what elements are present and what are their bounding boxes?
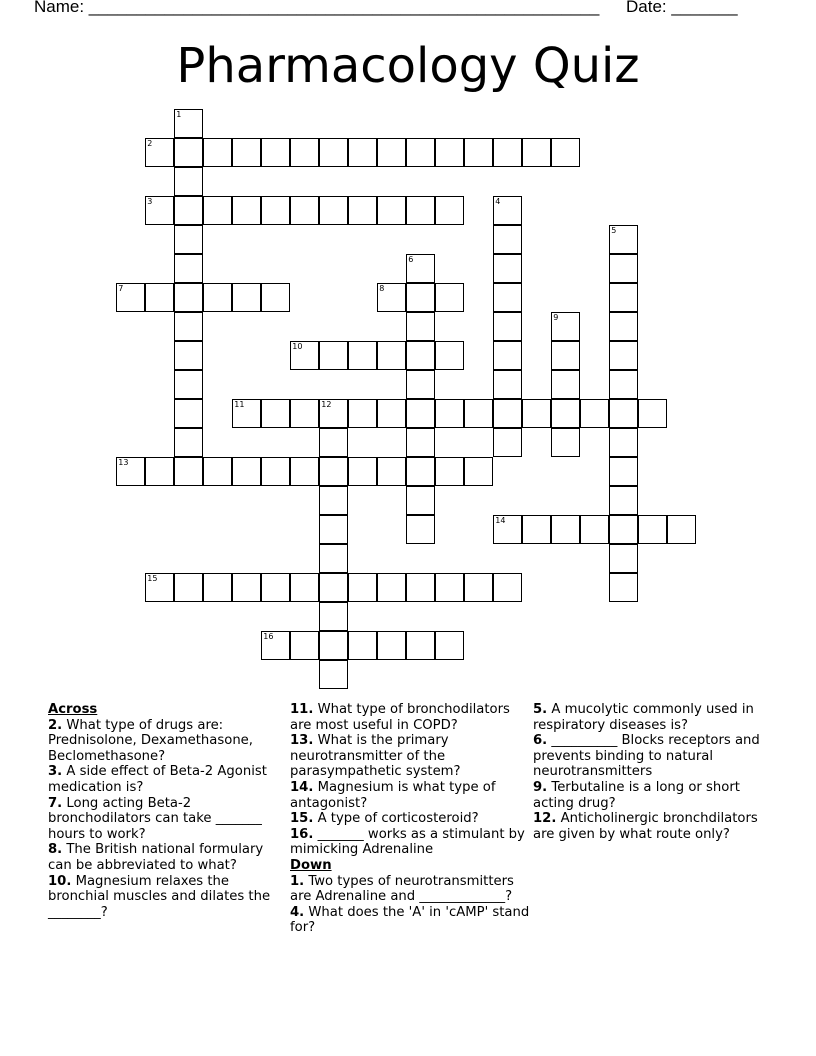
clue	[290, 874, 530, 905]
grid-cell[interactable]	[348, 573, 377, 602]
clue-number: 16	[263, 632, 274, 642]
grid-cell[interactable]	[406, 283, 435, 312]
clue	[533, 702, 773, 733]
clues-column-1	[48, 702, 288, 920]
grid-cell[interactable]	[232, 283, 261, 312]
grid-cell[interactable]	[406, 370, 435, 399]
grid-cell[interactable]	[319, 573, 348, 602]
date-field[interactable]: Date: _______	[626, 0, 738, 16]
grid-cell[interactable]	[319, 399, 348, 428]
grid-cell[interactable]	[464, 457, 493, 486]
clue-number: 3.	[48, 764, 63, 780]
clue-text: Long acting Beta-2 bronchodilators can take _______ hours to work?	[48, 795, 262, 842]
grid-cell[interactable]	[435, 138, 464, 167]
grid-cell[interactable]	[232, 457, 261, 486]
grid-cell[interactable]	[174, 196, 203, 225]
clue-number: 6	[408, 255, 414, 265]
grid-cell[interactable]	[435, 399, 464, 428]
grid-cell[interactable]	[290, 138, 319, 167]
grid-cell[interactable]	[174, 573, 203, 602]
clue-text: A mucolytic commonly used in respiratory diseases is?	[533, 702, 754, 733]
grid-cell[interactable]	[377, 631, 406, 660]
grid-cell[interactable]	[551, 515, 580, 544]
grid-cell[interactable]	[522, 138, 551, 167]
grid-cell[interactable]	[493, 399, 522, 428]
grid-cell[interactable]	[319, 515, 348, 544]
clue	[290, 733, 530, 780]
clue-text: What type of bronchodilators are most useful in COPD?	[290, 702, 510, 733]
grid-cell[interactable]	[319, 138, 348, 167]
grid-cell[interactable]	[551, 312, 580, 341]
clue-number: 4.	[290, 904, 305, 920]
clue-number: 11	[234, 400, 245, 410]
grid-cell[interactable]	[551, 428, 580, 457]
grid-cell[interactable]	[493, 573, 522, 602]
clue	[290, 827, 530, 858]
clue	[290, 702, 530, 733]
grid-cell[interactable]	[319, 602, 348, 631]
grid-cell[interactable]	[174, 312, 203, 341]
clue-number: 13.	[290, 733, 314, 749]
clue-text: The British national formulary can be abbreviated to what?	[48, 842, 264, 873]
clue	[48, 874, 288, 921]
grid-cell[interactable]	[377, 341, 406, 370]
grid-cell[interactable]	[116, 457, 145, 486]
grid-cell[interactable]	[493, 370, 522, 399]
clue-number: 4	[495, 197, 501, 207]
grid-cell[interactable]	[116, 283, 145, 312]
grid-cell[interactable]	[493, 225, 522, 254]
grid-cell[interactable]	[203, 196, 232, 225]
grid-cell[interactable]	[609, 457, 638, 486]
clues-column-2	[290, 702, 530, 936]
grid-cell[interactable]	[145, 457, 174, 486]
grid-cell[interactable]	[290, 399, 319, 428]
grid-cell[interactable]	[174, 399, 203, 428]
grid-cell[interactable]	[319, 341, 348, 370]
grid-cell[interactable]	[261, 283, 290, 312]
clue	[290, 780, 530, 811]
grid-cell[interactable]	[493, 428, 522, 457]
grid-cell[interactable]	[551, 370, 580, 399]
grid-cell[interactable]	[435, 631, 464, 660]
grid-cell[interactable]	[638, 399, 667, 428]
grid-cell[interactable]	[609, 399, 638, 428]
clue-text: Anticholinergic bronchdilators are given by what route only?	[533, 811, 758, 842]
grid-cell[interactable]	[203, 138, 232, 167]
clue-number: 2.	[48, 717, 63, 733]
grid-cell[interactable]	[667, 515, 696, 544]
clue	[533, 811, 773, 842]
grid-cell[interactable]	[174, 370, 203, 399]
grid-cell[interactable]	[174, 138, 203, 167]
clue-number: 8	[379, 284, 385, 294]
grid-cell[interactable]	[348, 138, 377, 167]
grid-cell[interactable]	[551, 138, 580, 167]
grid-cell[interactable]	[406, 486, 435, 515]
clue-number: 3	[147, 197, 153, 207]
grid-cell[interactable]	[290, 573, 319, 602]
grid-cell[interactable]	[319, 660, 348, 689]
grid-cell[interactable]	[261, 573, 290, 602]
clue-number: 5	[611, 226, 617, 236]
grid-cell[interactable]	[609, 312, 638, 341]
clue-number: 11.	[290, 702, 314, 717]
clue-number: 2	[147, 139, 153, 149]
grid-cell[interactable]	[174, 341, 203, 370]
grid-cell[interactable]	[290, 631, 319, 660]
grid-cell[interactable]	[319, 486, 348, 515]
grid-cell[interactable]	[174, 283, 203, 312]
grid-cell[interactable]	[261, 631, 290, 660]
clue-number: 7.	[48, 795, 63, 811]
grid-cell[interactable]	[464, 573, 493, 602]
grid-cell[interactable]	[203, 573, 232, 602]
clue-text: Magnesium relaxes the bronchial muscles and dilates the ________?	[48, 873, 271, 920]
clue-number: 14.	[290, 779, 314, 795]
grid-cell[interactable]	[406, 341, 435, 370]
clue-number: 1.	[290, 873, 305, 889]
grid-cell[interactable]	[232, 573, 261, 602]
clues-column-3	[533, 702, 773, 842]
grid-cell[interactable]	[609, 225, 638, 254]
grid-cell[interactable]	[609, 486, 638, 515]
grid-cell[interactable]	[261, 196, 290, 225]
grid-cell[interactable]	[493, 312, 522, 341]
clue-number: 10	[292, 342, 303, 352]
grid-cell[interactable]	[493, 254, 522, 283]
clue-number: 7	[118, 284, 124, 294]
grid-cell[interactable]	[290, 457, 319, 486]
clue-number: 8.	[48, 842, 63, 858]
clue-number: 15	[147, 574, 158, 584]
grid-cell[interactable]	[203, 457, 232, 486]
grid-cell[interactable]	[580, 515, 609, 544]
grid-cell[interactable]	[406, 196, 435, 225]
clue	[533, 733, 773, 780]
grid-cell[interactable]	[377, 196, 406, 225]
grid-cell[interactable]	[174, 109, 203, 138]
grid-cell[interactable]	[522, 399, 551, 428]
grid-cell[interactable]	[551, 341, 580, 370]
clue-number: 16.	[290, 826, 314, 842]
grid-cell[interactable]	[377, 399, 406, 428]
grid-cell[interactable]	[348, 399, 377, 428]
grid-cell[interactable]	[261, 138, 290, 167]
clue-text: A side effect of Beta-2 Agonist medication is?	[48, 764, 267, 795]
grid-cell[interactable]	[319, 196, 348, 225]
clue	[290, 811, 530, 827]
grid-cell[interactable]	[406, 312, 435, 341]
grid-cell[interactable]	[174, 457, 203, 486]
grid-cell[interactable]	[464, 399, 493, 428]
grid-cell[interactable]	[406, 573, 435, 602]
clue-number: 12.	[533, 811, 557, 827]
page-title: Pharmacology Quiz	[176, 38, 640, 94]
clue	[533, 780, 773, 811]
clue-text: Two types of neurotransmitters are Adrenaline and _____________?	[290, 873, 514, 905]
grid-cell[interactable]	[435, 341, 464, 370]
clue	[290, 905, 530, 936]
grid-cell[interactable]	[493, 196, 522, 225]
grid-cell[interactable]	[174, 167, 203, 196]
grid-cell[interactable]	[232, 196, 261, 225]
clue-number: 15.	[290, 811, 314, 827]
grid-cell[interactable]	[203, 283, 232, 312]
grid-cell[interactable]	[174, 254, 203, 283]
clue	[48, 718, 288, 765]
grid-cell[interactable]	[580, 399, 609, 428]
grid-cell[interactable]	[609, 515, 638, 544]
across-heading: Across	[48, 702, 98, 717]
clue	[48, 796, 288, 843]
grid-cell[interactable]	[406, 138, 435, 167]
grid-cell[interactable]	[406, 254, 435, 283]
grid-cell[interactable]	[348, 457, 377, 486]
clue-number: 9	[553, 313, 559, 323]
grid-cell[interactable]	[609, 573, 638, 602]
grid-cell[interactable]	[261, 399, 290, 428]
clue-number: 9.	[533, 779, 548, 795]
grid-cell[interactable]	[319, 457, 348, 486]
grid-cell[interactable]	[551, 399, 580, 428]
grid-cell[interactable]	[493, 341, 522, 370]
clue-number: 1	[176, 110, 182, 120]
grid-cell[interactable]	[609, 428, 638, 457]
clue-text: Terbutaline is a long or short acting drug?	[533, 779, 740, 811]
grid-cell[interactable]	[145, 573, 174, 602]
grid-cell[interactable]	[435, 283, 464, 312]
grid-cell[interactable]	[145, 196, 174, 225]
grid-cell[interactable]	[174, 225, 203, 254]
clue-text: What type of drugs are: Prednisolone, Dexamethasone, Beclomethasone?	[48, 717, 253, 764]
grid-cell[interactable]	[609, 254, 638, 283]
down-heading: Down	[290, 857, 332, 873]
clue	[48, 764, 288, 795]
grid-cell[interactable]	[435, 573, 464, 602]
clue-number: 13	[118, 458, 129, 468]
grid-cell[interactable]	[348, 631, 377, 660]
grid-cell[interactable]	[232, 138, 261, 167]
clue-number: 10.	[48, 873, 72, 889]
clue-number: 14	[495, 516, 506, 526]
grid-cell[interactable]	[609, 544, 638, 573]
clue-number: 12	[321, 400, 332, 410]
grid-cell[interactable]	[319, 631, 348, 660]
clue-text: __________ Blocks receptors and prevents binding to natural neurotransmitters	[533, 733, 760, 780]
grid-cell[interactable]	[435, 457, 464, 486]
grid-cell[interactable]	[493, 138, 522, 167]
grid-cell[interactable]	[464, 138, 493, 167]
grid-cell[interactable]	[290, 196, 319, 225]
clue-number: 5.	[533, 702, 548, 717]
grid-cell[interactable]	[406, 399, 435, 428]
grid-cell[interactable]	[609, 370, 638, 399]
grid-cell[interactable]	[609, 283, 638, 312]
name-field[interactable]: Name: ______________________________________________________	[34, 0, 600, 16]
grid-cell[interactable]	[319, 544, 348, 573]
grid-cell[interactable]	[232, 399, 261, 428]
clue-text: A type of corticosteroid?	[313, 811, 479, 827]
grid-cell[interactable]	[174, 428, 203, 457]
clue-text: What does the 'A' in 'cAMP' stand for?	[290, 904, 530, 936]
grid-cell[interactable]	[377, 573, 406, 602]
clue-text: Magnesium is what type of antagonist?	[290, 779, 496, 811]
grid-cell[interactable]	[493, 283, 522, 312]
grid-cell[interactable]	[261, 457, 290, 486]
clue-text: _______ works as a stimulant by mimicking Adrenaline	[290, 826, 525, 858]
grid-cell[interactable]	[377, 138, 406, 167]
grid-cell[interactable]	[435, 196, 464, 225]
grid-cell[interactable]	[348, 196, 377, 225]
clue-number: 6.	[533, 733, 548, 749]
grid-cell[interactable]	[406, 515, 435, 544]
grid-cell[interactable]	[406, 457, 435, 486]
grid-cell[interactable]	[638, 515, 667, 544]
grid-cell[interactable]	[609, 341, 638, 370]
grid-cell[interactable]	[145, 283, 174, 312]
grid-cell[interactable]	[377, 283, 406, 312]
clue	[48, 842, 288, 873]
grid-cell[interactable]	[290, 341, 319, 370]
grid-cell[interactable]	[319, 428, 348, 457]
grid-cell[interactable]	[522, 515, 551, 544]
grid-cell[interactable]	[377, 457, 406, 486]
grid-cell[interactable]	[145, 138, 174, 167]
grid-cell[interactable]	[493, 515, 522, 544]
clue-text: What is the primary neurotransmitter of the parasympathetic system?	[290, 733, 461, 780]
grid-cell[interactable]	[348, 341, 377, 370]
grid-cell[interactable]	[406, 631, 435, 660]
grid-cell[interactable]	[406, 428, 435, 457]
